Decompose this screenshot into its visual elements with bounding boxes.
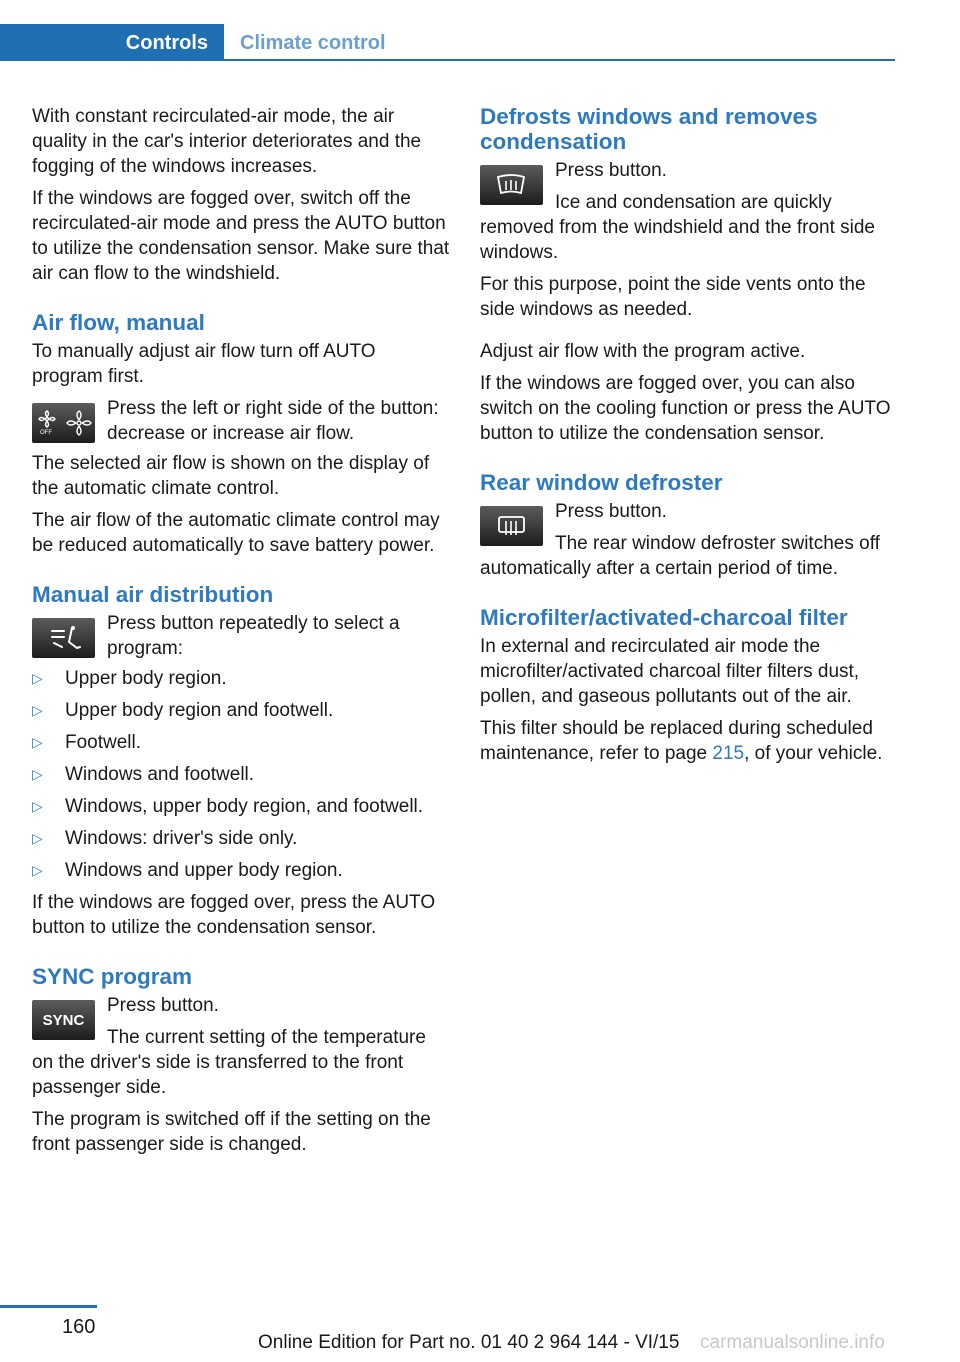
fan-button-icon: [32, 403, 95, 443]
paragraph: Ice and condensation are quickly removed from the windshield and the front side windows.: [480, 192, 875, 263]
triangle-bullet-icon: ▷: [32, 670, 43, 686]
paragraph: Press the left or right side of the button: decrease or increase air flow.: [107, 398, 439, 444]
paragraph: Press button.: [555, 501, 667, 522]
svg-text:OFF: OFF: [40, 430, 52, 436]
list-item: ▷ Windows and footwell.: [32, 764, 255, 785]
list-item: ▷ Windows, upper body region, and footwell.: [32, 796, 424, 817]
triangle-bullet-icon: ▷: [32, 766, 43, 782]
paragraph: The program is switched off if the setting on the front passenger side is changed.: [32, 1109, 431, 1155]
sync-button-label: SYNC: [42, 1011, 85, 1029]
triangle-bullet-icon: ▷: [32, 862, 43, 878]
rear-defrost-button-icon: [480, 506, 543, 546]
air-distribution-button-icon: [32, 618, 95, 658]
fan-icon: [32, 403, 95, 443]
paragraph: The rear window defroster switches off automatically after a certain period of time.: [480, 533, 880, 579]
section-heading-defrost: Defrosts windows and removes condensation: [480, 104, 818, 154]
section-heading-rear-defroster: Rear window defroster: [480, 470, 723, 495]
paragraph: This filter should be replaced during scheduled maintenance, refer to page 215, of your vehicle.: [480, 718, 883, 764]
list-item: ▷ Footwell.: [32, 732, 142, 753]
section-heading-filter: Microfilter/activated-charcoal filter: [480, 605, 848, 630]
sync-button-icon: [32, 1000, 95, 1040]
paragraph: The current setting of the temperature on the driver's side is transferred to the front passenger side.: [32, 1027, 426, 1098]
right-column: [480, 104, 896, 773]
paragraph: To manually adjust air flow turn off AUTO program first.: [32, 341, 376, 387]
footer-rule: [0, 1305, 97, 1308]
list-item: ▷ Upper body region.: [32, 668, 227, 689]
paragraph: If the windows are fogged over, press the AUTO button to utilize the condensation sensor.: [32, 892, 436, 938]
list-item: ▷ Upper body region and footwell.: [32, 700, 334, 721]
left-column: [32, 104, 450, 1164]
rear-window-defrost-icon: [480, 506, 543, 546]
seat-airflow-icon: [32, 618, 95, 658]
triangle-bullet-icon: ▷: [32, 830, 43, 846]
windshield-defrost-button-icon: [480, 165, 543, 205]
icon-instruction: [32, 993, 450, 1100]
list-item: ▷ Windows and upper body region.: [32, 860, 343, 881]
page-reference-link[interactable]: 215: [712, 743, 745, 764]
icon-instruction: [480, 499, 896, 581]
page-number: 160: [62, 1316, 96, 1338]
section-tab: [0, 24, 224, 61]
paragraph: Press button.: [555, 160, 667, 181]
paragraph: If the windows are fogged over, you can also switch on the cooling function or press the AUTO button to utilize the condensation sensor.: [480, 373, 891, 444]
paragraph: Press button.: [107, 995, 219, 1016]
icon-instruction: [32, 396, 450, 451]
section-title: Controls: [125, 32, 208, 54]
watermark: carmanualsonline.info: [700, 1332, 885, 1353]
section-heading-sync: SYNC program: [32, 964, 193, 989]
subsection-title: Climate control: [240, 32, 386, 54]
page-header: [0, 24, 895, 61]
paragraph: In external and recirculated air mode the microfilter/activated charcoal filter filters dust, pollen, and gaseous pollutants out of the air.: [480, 636, 860, 707]
triangle-bullet-icon: ▷: [32, 798, 43, 814]
paragraph: For this purpose, point the side vents onto the side windows as needed.: [480, 274, 866, 320]
program-list: [32, 666, 450, 883]
paragraph: If the windows are fogged over, switch off the recirculated-air mode and press the AUTO button to utilize the condensation sensor. Make sure that air can flow to the windshield.: [32, 188, 450, 284]
triangle-bullet-icon: ▷: [32, 702, 43, 718]
paragraph: Adjust air flow with the program active.: [480, 341, 806, 362]
edition-text: Online Edition for Part no. 01 40 2 964 144 - VI/15: [258, 1332, 680, 1353]
paragraph: With constant recirculated-air mode, the air quality in the car's interior deteriorates and the fogging of the windows increases.: [32, 106, 422, 177]
paragraph: Press button repeatedly to select a program:: [107, 613, 400, 659]
paragraph: The selected air flow is shown on the display of the automatic climate control.: [32, 453, 430, 499]
windshield-defrost-icon: [480, 165, 543, 205]
list-item: ▷ Windows: driver's side only.: [32, 828, 298, 849]
section-heading-air-flow: Air flow, manual: [32, 310, 205, 335]
header-rule: [224, 59, 895, 61]
section-heading-air-distribution: Manual air distribution: [32, 582, 274, 607]
icon-instruction: [480, 158, 896, 265]
paragraph: The air flow of the automatic climate control may be reduced automatically to save battery power.: [32, 510, 440, 556]
icon-instruction: [32, 611, 450, 666]
triangle-bullet-icon: ▷: [32, 734, 43, 750]
